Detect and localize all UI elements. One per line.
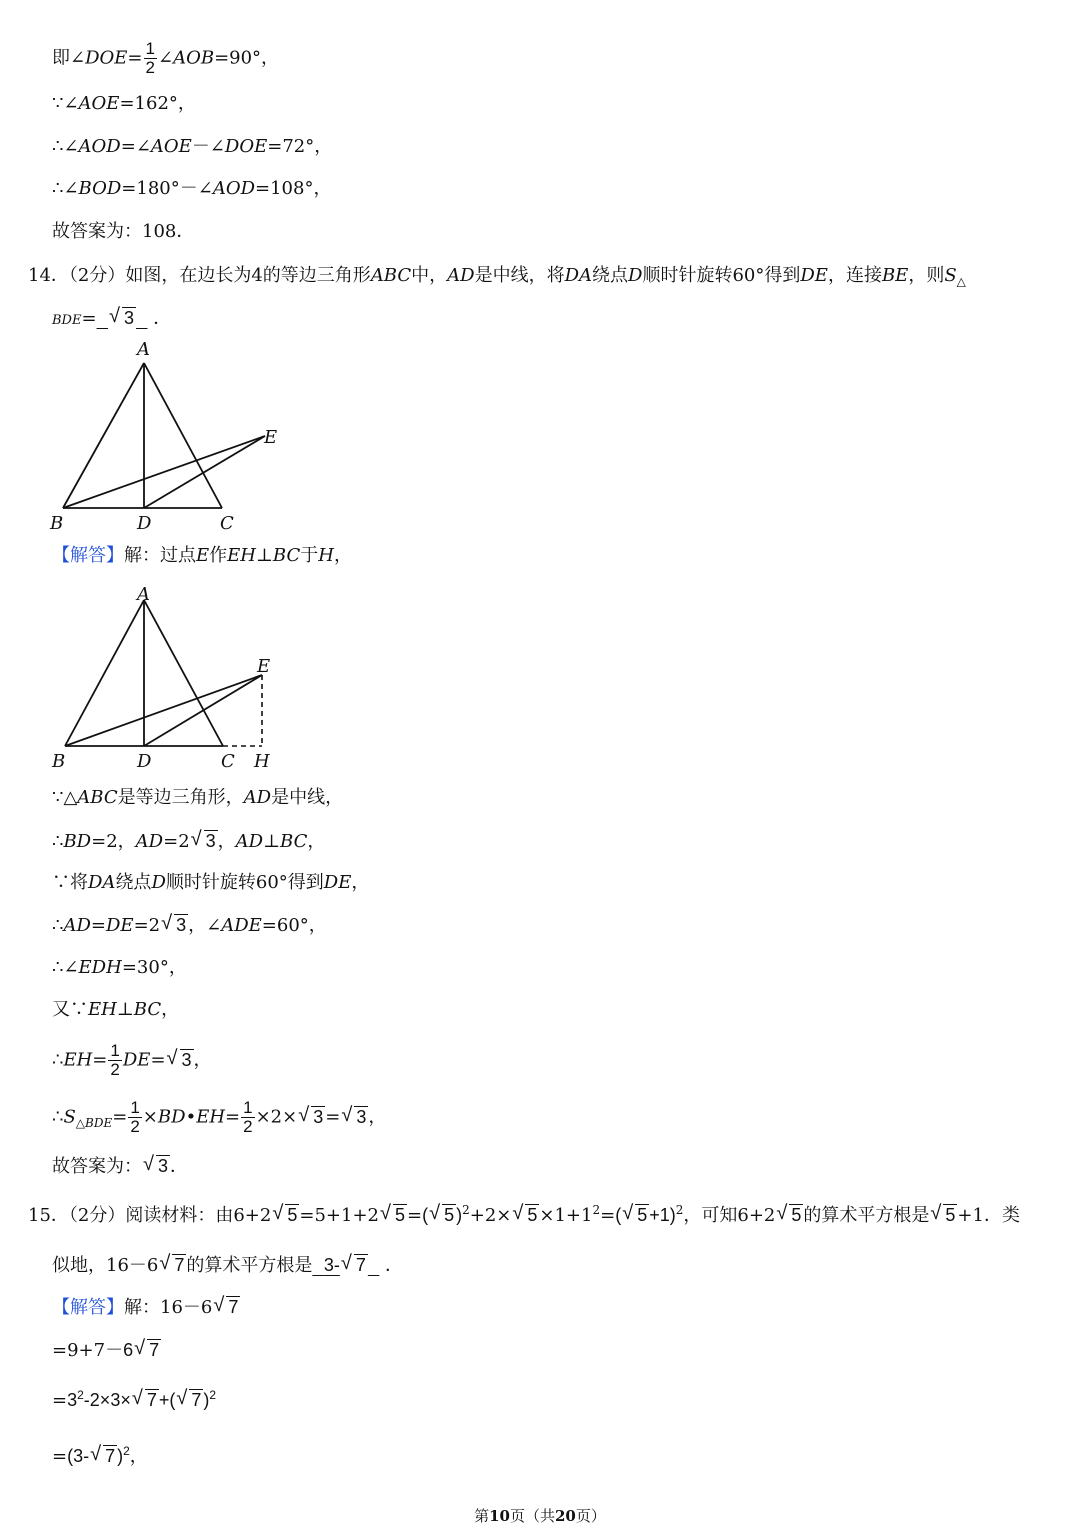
q14-answer: √ 3 [109,306,136,330]
prev-line-1: 即∠DOE= $\frac{1}{2}$ ∠AOB=90°， [52,39,280,77]
q14-solution-intro: 【解答】解：过点E作EH⊥BC于H， [52,545,352,566]
q14-figure-2 [40,578,300,778]
fig2-label-e: E [257,656,271,677]
fig1-label-c: C [220,513,234,534]
q15-solution-2: =9+7－6√ 7 [52,1338,161,1363]
q15-answer: 3-√ 7 [324,1255,368,1275]
q14-step-2: ∴BD=2，AD=2√ 3 ，AD⊥BC， [52,829,325,854]
q14-final: 故答案为：√ 3 ． [52,1154,188,1179]
q15-solution-1: 【解答】解：16－6√ 7 [52,1295,240,1320]
page-footer: 第10页（共20页） [474,1507,606,1525]
q14-step-3: ∵将DA绕点D顺时针旋转60°得到DE， [52,872,370,893]
prev-line-3: ∴∠AOD=∠AOE－∠DOE=72°， [52,136,333,157]
prev-line-4: ∴∠BOD=180°－∠AOD=108°， [52,178,332,199]
q14-statement: 14．（2分）如图，在边长为4的等边三角形ABC中，AD是中线，将DA绕点D顺时针旋转60°得到DE，连接BE，则$S_\triangle$ [28,265,966,289]
fig2-label-d: D [137,751,152,772]
q14-step-1: ∵△ABC是等边三角形，AD是中线， [52,787,344,808]
q14-step-4: ∴AD=DE=2√ 3 ，∠ADE=60°， [52,913,327,938]
fig1-label-e: E [264,427,278,448]
fig1-label-b: B [50,513,64,534]
q14-step-6: 又∵EH⊥BC， [52,999,180,1020]
fig2-label-c: C [221,751,235,772]
q14-figure-1 [40,335,300,540]
q14-step-8: $\therefore S_{\triangle BDE}=$ $\frac{1}{2}$ ×BD•EH= $\frac{1}{2}$ ×2×√ 3 =√ 3 ， [52,1099,386,1136]
q14-statement-cont: BDE= √ 3 ． [52,306,171,333]
q14-step-7: ∴EH= $\frac{1}{2}$ DE=√ 3 ， [52,1042,212,1079]
q15-statement: 15．（2分）阅读材料：由6+2√ 5 =5+1+2√ 5 =(√ 5 )$^2$+2×√ $5 \times 1+1^2=(√$ 5 +1)$^2$，可知6+2√ 5 的算术平方根是√ 5 +1．类 [28,1203,1020,1228]
fig1-label-a: A [137,339,150,360]
fig2-label-b: B [52,751,66,772]
prev-line-2: ∵∠AOE=162°， [52,93,196,114]
q15-solution-4: =(3-√ 7 )$^2$， [52,1444,148,1469]
prev-answer: 故答案为：108． [52,221,195,242]
fig2-label-h: H [254,751,270,772]
q14-step-5: ∴∠EDH=30°， [52,957,187,978]
q15-solution-3: $=3^2-2\times 3\times√$ 7 +(√ 7 )$^2$ [52,1388,216,1413]
q15-statement-cont: 似地，16－6√ 7 的算术平方根是 3-√ 7 ． [52,1253,403,1278]
fig1-label-d: D [137,513,152,534]
fig2-label-a: A [137,584,150,605]
